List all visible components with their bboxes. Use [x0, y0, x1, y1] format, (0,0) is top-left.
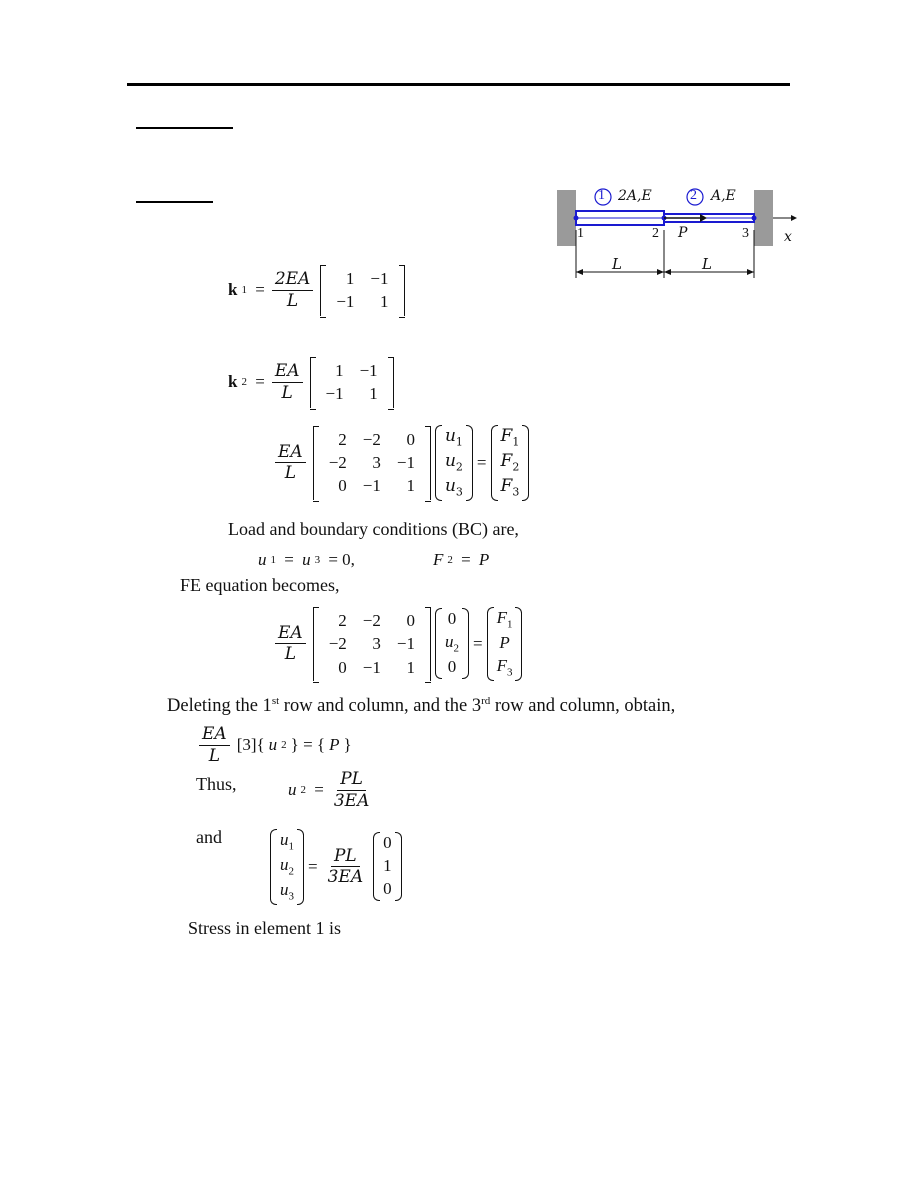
element-2-label: A,E	[711, 188, 736, 204]
stress-text: Stress in element 1 is	[188, 918, 341, 938]
k2-equation: k 2 = $\frac{EA}{L}$ 1 −1 −1 1	[228, 357, 394, 408]
node-2-label: 2	[652, 226, 659, 241]
load-label: P	[678, 225, 688, 241]
bc-applied-equation: $\frac{EA}{L}$ 2 −2 0 −2 3 −1 0 −1 1 0 $u_2$ 0 = $F_1$ P $F_3$	[272, 607, 522, 681]
deleting-text: Deleting the 1st row and column, and the 3rd row and column, obtain,	[167, 695, 676, 717]
right-wall	[754, 190, 773, 246]
element-2-number: 2	[690, 188, 697, 203]
bc-equation: u 1 = u 3 = 0, F 2 = P	[258, 550, 490, 569]
x-axis-label: x	[784, 229, 792, 245]
left-wall	[557, 190, 576, 246]
node-1-label: 1	[577, 226, 584, 241]
k1-equation: k 1 = $\frac{2EA}{L}$ 1 −1 −1 1	[228, 265, 405, 316]
fe-becomes: FE equation becomes,	[180, 575, 340, 595]
reduced-equation: $\frac{EA}{L}$ [3]{ u 2 } = { P }	[196, 725, 352, 765]
header-rule	[127, 83, 790, 86]
length-2-label: L	[702, 255, 712, 273]
element-1-number: 1	[598, 188, 605, 203]
displacement-solution: $u_1$ $u_2$ $u_3$ = $\frac{PL}{3EA}$ 0 1 0	[270, 829, 402, 905]
global-equation: $\frac{EA}{L}$ 2 −2 0 −2 3 −1 0 −1 1 $u_1$ $u_2$ $u_3$ = $F_1$ $F_2$ $F_3$	[272, 425, 529, 501]
and-label: and	[196, 827, 222, 847]
u2-solution: u 2 = $\frac{PL}{3EA}$	[288, 769, 370, 811]
thus-label: Thus,	[196, 774, 237, 794]
node-3-label: 3	[742, 226, 749, 241]
heading-underline	[136, 127, 233, 129]
element-1-label: 2A,E	[618, 188, 652, 204]
bc-intro: Load and boundary conditions (BC) are,	[228, 519, 519, 539]
subheading-underline	[136, 201, 213, 203]
length-1-label: L	[612, 255, 622, 273]
